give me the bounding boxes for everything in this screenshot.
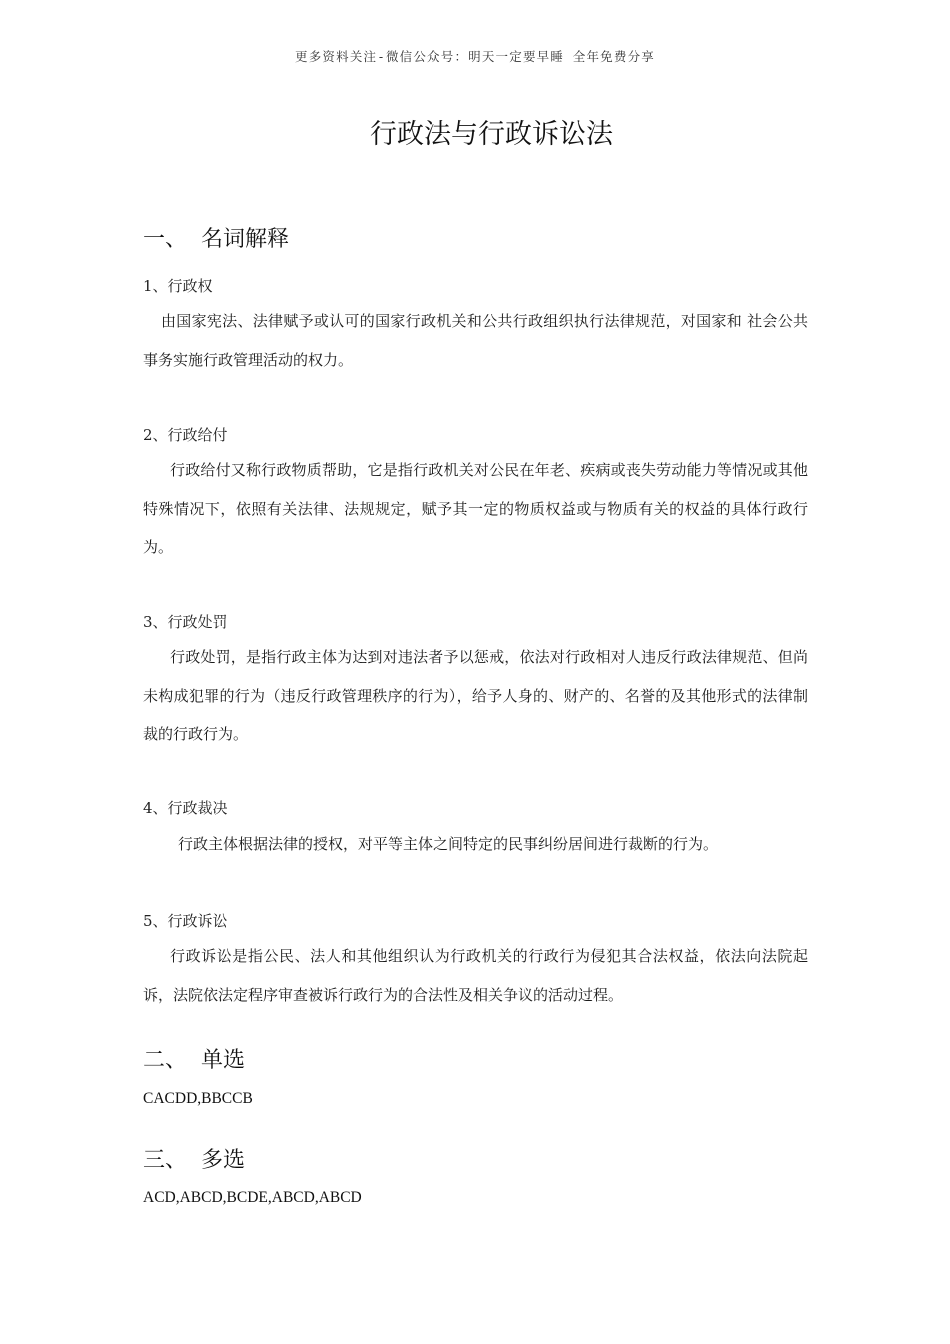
section-number: 二、 [143, 1048, 188, 1073]
section-title: 多选 [201, 1148, 246, 1173]
multiple-choice-answers: ACD,ABCD,BCDE,ABCD,ABCD [143, 1189, 362, 1206]
section-title: 名词解释 [201, 227, 290, 252]
term-definition-4: 行政主体根据法律的授权，对平等主体之间特定的民事纠纷居间进行裁断的行为。 [178, 835, 719, 853]
term-heading-3: 3、行政处罚 [143, 613, 228, 631]
term-heading-4: 4、行政裁决 [143, 799, 228, 817]
term-heading-2: 2、行政给付 [143, 426, 228, 444]
section-heading-multiple-choice [143, 1143, 245, 1174]
document-title: 行政法与行政诉讼法 [370, 119, 613, 150]
term-definition-5: 行政诉讼是指公民、法人和其他组织认为行政机关的行政行为侵犯其合法权益，依法向法院起诉，法院依法定程序审查被诉行政行为的合法性及相关争议的活动过程。 [143, 947, 808, 1004]
section-heading-single-choice [143, 1043, 245, 1074]
section-heading-definitions [143, 222, 289, 253]
term-heading-1: 1、行政权 [143, 277, 213, 295]
section-title: 单选 [201, 1048, 246, 1073]
section-number: 三、 [143, 1148, 188, 1173]
single-choice-answers: CACDD,BBCCB [143, 1090, 253, 1107]
term-definition-2: 行政给付又称行政物质帮助，它是指行政机关对公民在年老、疾病或丧失劳动能力等情况或其他特殊情况下，依照有关法律、法规规定，赋予其一定的物质权益或与物质有关的权益的具体行政行为。 [143, 461, 808, 556]
term-definition-3: 行政处罚，是指行政主体为达到对违法者予以惩戒，依法对行政相对人违反行政法律规范、但尚未构成犯罪的行为（违反行政管理秩序的行为），给予人身的、财产的、名誉的及其他形式的法律制裁的行政行为。 [143, 648, 808, 743]
header-note: 更多资料关注-微信公众号：明天一定要早睡 全年免费分享 [295, 49, 655, 64]
section-number: 一、 [143, 227, 188, 252]
term-definition-1: 由国家宪法、法律赋予或认可的国家行政机关和公共行政组织执行法律规范，对国家和 社会公共事务实施行政管理活动的权力。 [143, 312, 808, 369]
term-heading-5: 5、行政诉讼 [143, 912, 228, 930]
